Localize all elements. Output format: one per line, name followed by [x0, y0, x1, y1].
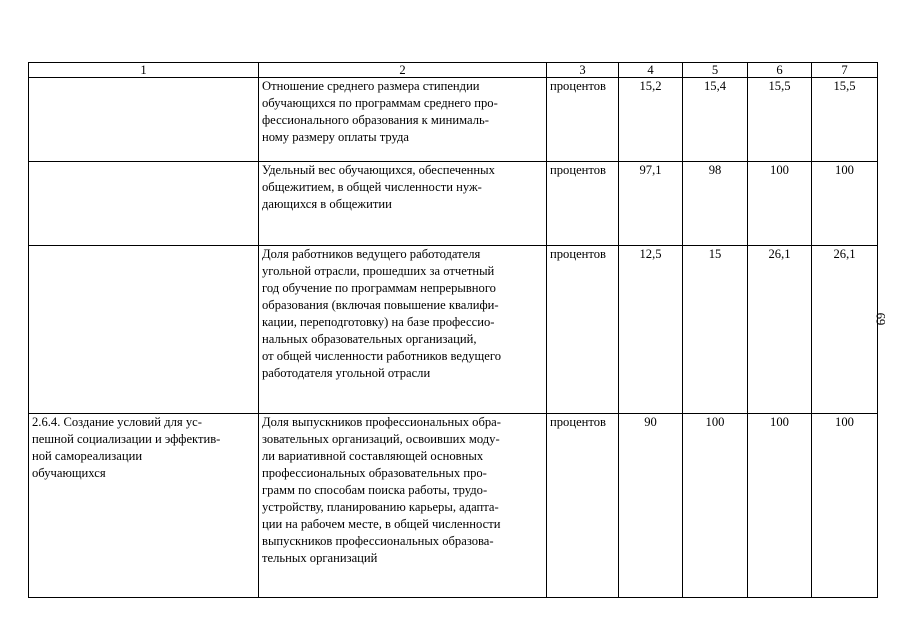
column-number: 2	[259, 63, 547, 78]
indicator-line: обучающихся по программам среднего про-	[262, 96, 498, 110]
unit-cell: процентов	[547, 414, 619, 598]
unit-cell: процентов	[547, 246, 619, 414]
indicator-line: общежитием, в общей численности нуж-	[262, 180, 482, 194]
indicator-line: ному размеру оплаты труда	[262, 130, 410, 144]
indicator-cell	[259, 246, 547, 414]
page-number: 69	[873, 312, 888, 326]
value-cell: 15,2	[619, 78, 683, 162]
task-cell	[29, 414, 259, 598]
indicator-cell	[259, 78, 547, 162]
indicator-line: ции на рабочем месте, в общей численности	[262, 517, 501, 531]
column-number: 7	[812, 63, 878, 78]
indicator-line: угольной отрасли, прошедших за отчетный	[262, 264, 495, 278]
table-row	[29, 414, 878, 598]
task-cell	[29, 246, 259, 414]
indicator-line: тельных организаций	[262, 551, 378, 565]
indicator-line: грамм по способам поиска работы, трудо-	[262, 483, 488, 497]
indicator-line: работодателя угольной отрасли	[262, 366, 431, 380]
indicator-line: Доля работников ведущего работодателя	[262, 247, 481, 261]
indicator-line: профессиональных образовательных про-	[262, 466, 487, 480]
indicator-line: нальных образовательных организаций,	[262, 332, 477, 346]
table-row	[29, 78, 878, 162]
column-number: 6	[748, 63, 812, 78]
indicator-line: Доля выпускников профессиональных обра-	[262, 415, 501, 429]
indicator-cell	[259, 162, 547, 246]
value-cell: 15,5	[748, 78, 812, 162]
task-cell	[29, 162, 259, 246]
indicator-line: устройству, планированию карьеры, адапта-	[262, 500, 499, 514]
value-cell: 15,5	[812, 78, 878, 162]
value-cell: 97,1	[619, 162, 683, 246]
column-number: 3	[547, 63, 619, 78]
value-cell: 90	[619, 414, 683, 598]
value-cell: 100	[812, 414, 878, 598]
task-cell	[29, 78, 259, 162]
indicator-line: кации, переподготовку) на базе профессио-	[262, 315, 495, 329]
indicator-cell	[259, 414, 547, 598]
value-cell: 100	[748, 414, 812, 598]
column-number: 4	[619, 63, 683, 78]
task-line: 2.6.4. Создание условий для ус-	[32, 415, 202, 429]
value-cell: 26,1	[812, 246, 878, 414]
column-number: 5	[683, 63, 748, 78]
task-line: пешной социализации и эффектив-	[32, 432, 221, 446]
value-cell: 15,4	[683, 78, 748, 162]
indicator-line: выпускников профессиональных образова-	[262, 534, 494, 548]
indicator-line: год обучение по программам непрерывного	[262, 281, 496, 295]
indicator-line: Отношение среднего размера стипендии	[262, 79, 480, 93]
unit-cell: процентов	[547, 162, 619, 246]
task-line: обучающихся	[32, 466, 106, 480]
indicator-line: фессионального образования к минималь-	[262, 113, 489, 127]
value-cell: 12,5	[619, 246, 683, 414]
indicator-line: зовательных организаций, освоивших моду-	[262, 432, 500, 446]
value-cell: 100	[683, 414, 748, 598]
indicator-line: от общей численности работников ведущего	[262, 349, 501, 363]
value-cell: 100	[748, 162, 812, 246]
unit-cell: процентов	[547, 78, 619, 162]
value-cell: 26,1	[748, 246, 812, 414]
value-cell: 15	[683, 246, 748, 414]
indicator-line: образования (включая повышение квалифи-	[262, 298, 499, 312]
table-row	[29, 162, 878, 246]
table-body	[29, 63, 878, 598]
indicator-line: ли вариативной составляющей основных	[262, 449, 484, 463]
table-row	[29, 246, 878, 414]
value-cell: 98	[683, 162, 748, 246]
column-number-row	[29, 63, 878, 78]
indicator-line: дающихся в общежитии	[262, 197, 392, 211]
column-number: 1	[29, 63, 259, 78]
indicator-line: Удельный вес обучающихся, обеспеченных	[262, 163, 495, 177]
value-cell: 100	[812, 162, 878, 246]
task-line: ной самореализации	[32, 449, 143, 463]
indicators-table	[28, 62, 878, 598]
